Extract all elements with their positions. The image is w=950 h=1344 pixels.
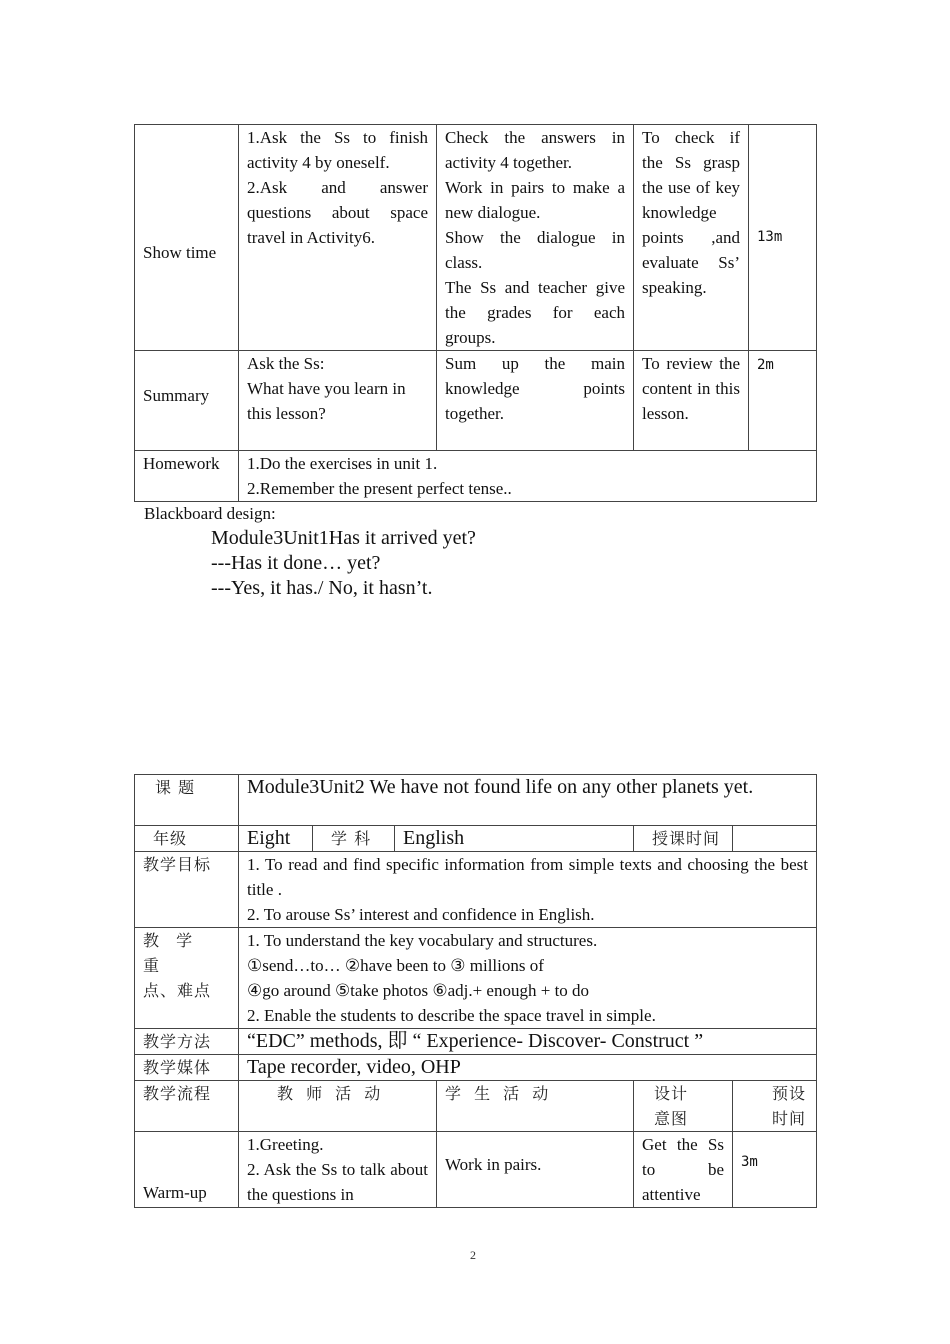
blackboard-line: Module3Unit1Has it arrived yet? — [211, 527, 476, 549]
blackboard-design-content — [211, 526, 476, 601]
student-activity-line: Work in pairs. — [445, 1155, 542, 1174]
design-purpose-cell — [634, 1132, 733, 1208]
process-stage-label: 教学流程 — [143, 1084, 212, 1103]
design-purpose-text: Get the Ss to be attentive — [642, 1135, 724, 1204]
lesson-plan-table-continued — [134, 124, 817, 502]
key-point-item: 2. Enable the students to describe the space travel in simple. — [247, 1006, 656, 1025]
key-points-row — [135, 928, 817, 1029]
subject-value: English — [403, 827, 465, 849]
teacher-activity-line: 2. Ask the Ss to talk about the questions in — [247, 1160, 428, 1204]
teacher-activity-cell — [239, 125, 437, 351]
grade-subject-row — [135, 826, 817, 852]
process-stage-header — [135, 1081, 239, 1132]
design-purpose-cell — [634, 351, 749, 451]
homework-content-cell — [239, 451, 817, 502]
method-value-cell — [239, 1029, 817, 1055]
teaching-time-label-cell — [634, 826, 733, 852]
key-point-item: 1. To understand the key vocabulary and structures. — [247, 931, 598, 950]
method-value: “EDC” methods, 即 “ Experience- Discover- Construct ” — [247, 1030, 704, 1052]
subject-label: 学 科 — [331, 829, 372, 848]
homework-item: 2.Remember the present perfect tense.. — [247, 479, 512, 498]
design-purpose-header — [634, 1081, 733, 1132]
preset-time-label: 预设 — [771, 1084, 806, 1103]
topic-row — [135, 775, 817, 826]
objectives-row — [135, 852, 817, 928]
objective-item: 2. To arouse Ss’ interest and confidence in English. — [247, 905, 595, 924]
lesson-plan-table — [134, 774, 817, 1208]
key-point-item: ①send…to… ②have been to ③ millions of — [247, 956, 544, 975]
table-row-show-time — [135, 125, 817, 351]
grade-label: 年级 — [153, 829, 188, 848]
topic-value-cell — [239, 775, 817, 826]
media-row — [135, 1055, 817, 1081]
homework-label-cell — [135, 451, 239, 502]
teacher-activity-cell — [239, 351, 437, 451]
teacher-activity-line: 1.Greeting. — [247, 1135, 324, 1154]
time-value: 3m — [741, 1154, 758, 1170]
student-activity-line: Sum up the main knowledge points together. — [445, 354, 625, 423]
grade-value-cell — [239, 826, 313, 852]
grade-value: Eight — [247, 827, 291, 849]
teacher-activity-header — [239, 1081, 437, 1132]
objectives-label: 教学目标 — [143, 855, 212, 874]
design-purpose-text: To review the content in this lesson. — [642, 354, 740, 423]
subject-value-cell — [395, 826, 634, 852]
table-row-homework — [135, 451, 817, 502]
teacher-activity-cell — [239, 1132, 437, 1208]
key-point-item: ④go around ⑤take photos ⑥adj.+ enough + to do — [247, 981, 590, 1000]
design-purpose-label: 设计 — [654, 1084, 689, 1103]
student-activity-cell — [437, 351, 634, 451]
student-activity-label: 学 生 活 动 — [445, 1084, 553, 1103]
homework-label: Homework — [143, 454, 220, 473]
design-purpose-text: To check if the Ss grasp the use of key knowledge points ,and evaluate Ss’ speaking. — [642, 128, 740, 297]
time-value: 2m — [757, 357, 774, 373]
student-activity-line: Check the answers in activity 4 together. — [445, 128, 625, 172]
student-activity-cell — [437, 125, 634, 351]
teacher-activity-label: 教 师 活 动 — [277, 1084, 385, 1103]
blackboard-line: ---Has it done… yet? — [211, 552, 381, 574]
table-row-summary — [135, 351, 817, 451]
topic-label: 课 题 — [155, 778, 196, 797]
stage-cell — [135, 351, 239, 451]
teacher-activity-line: What have you learn in this lesson? — [247, 379, 406, 423]
media-label: 教学媒体 — [143, 1058, 212, 1077]
stage-label: Warm-up — [143, 1183, 207, 1202]
method-label: 教学方法 — [143, 1032, 212, 1051]
media-value: Tape recorder, video, OHP — [247, 1056, 461, 1078]
teaching-time-label: 授课时间 — [652, 829, 721, 848]
teacher-activity-line: 1.Ask the Ss to finish activity 4 by oneself. — [247, 128, 428, 172]
student-activity-line: Show the dialogue in class. — [445, 228, 625, 272]
time-value: 13m — [757, 229, 783, 245]
objectives-content-cell — [239, 852, 817, 928]
process-header-row — [135, 1081, 817, 1132]
time-cell — [733, 1132, 817, 1208]
preset-time-header — [733, 1081, 817, 1132]
stage-cell — [135, 125, 239, 351]
key-points-content-cell — [239, 928, 817, 1029]
objectives-label-cell — [135, 852, 239, 928]
stage-cell — [135, 1132, 239, 1208]
student-activity-header — [437, 1081, 634, 1132]
media-label-cell — [135, 1055, 239, 1081]
blackboard-line: ---Yes, it has./ No, it hasn’t. — [211, 577, 433, 599]
time-cell — [749, 351, 817, 451]
table-row-warm-up — [135, 1132, 817, 1208]
objective-item: 1. To read and find specific information from simple texts and choosing the best title . — [247, 855, 808, 899]
method-label-cell — [135, 1029, 239, 1055]
stage-label: Show time — [143, 243, 217, 262]
topic-label-cell — [135, 775, 239, 826]
key-points-label: 点、难点 — [143, 981, 212, 1000]
student-activity-line: Work in pairs to make a new dialogue. — [445, 178, 625, 222]
teacher-activity-line: Ask the Ss: — [247, 354, 325, 373]
page-number: 2 — [470, 1248, 476, 1262]
topic-value: Module3Unit2 We have not found life on any other planets yet. — [247, 776, 754, 798]
time-cell — [749, 125, 817, 351]
subject-label-cell — [313, 826, 395, 852]
media-value-cell — [239, 1055, 817, 1081]
key-points-label-cell — [135, 928, 239, 1029]
design-purpose-cell — [634, 125, 749, 351]
blackboard-design-label: Blackboard design: — [144, 504, 276, 523]
student-activity-line: The Ss and teacher give the grades for each groups. — [445, 278, 625, 347]
stage-label: Summary — [143, 386, 210, 405]
homework-item: 1.Do the exercises in unit 1. — [247, 454, 438, 473]
design-purpose-label: 意图 — [654, 1109, 689, 1128]
preset-time-label: 时间 — [771, 1109, 806, 1128]
teaching-time-value-cell — [733, 826, 817, 852]
grade-label-cell — [135, 826, 239, 852]
teacher-activity-line: 2.Ask and answer questions about space travel in Activity6. — [247, 178, 428, 247]
student-activity-cell — [437, 1132, 634, 1208]
method-row — [135, 1029, 817, 1055]
key-points-label: 教 学 重 — [143, 931, 199, 975]
